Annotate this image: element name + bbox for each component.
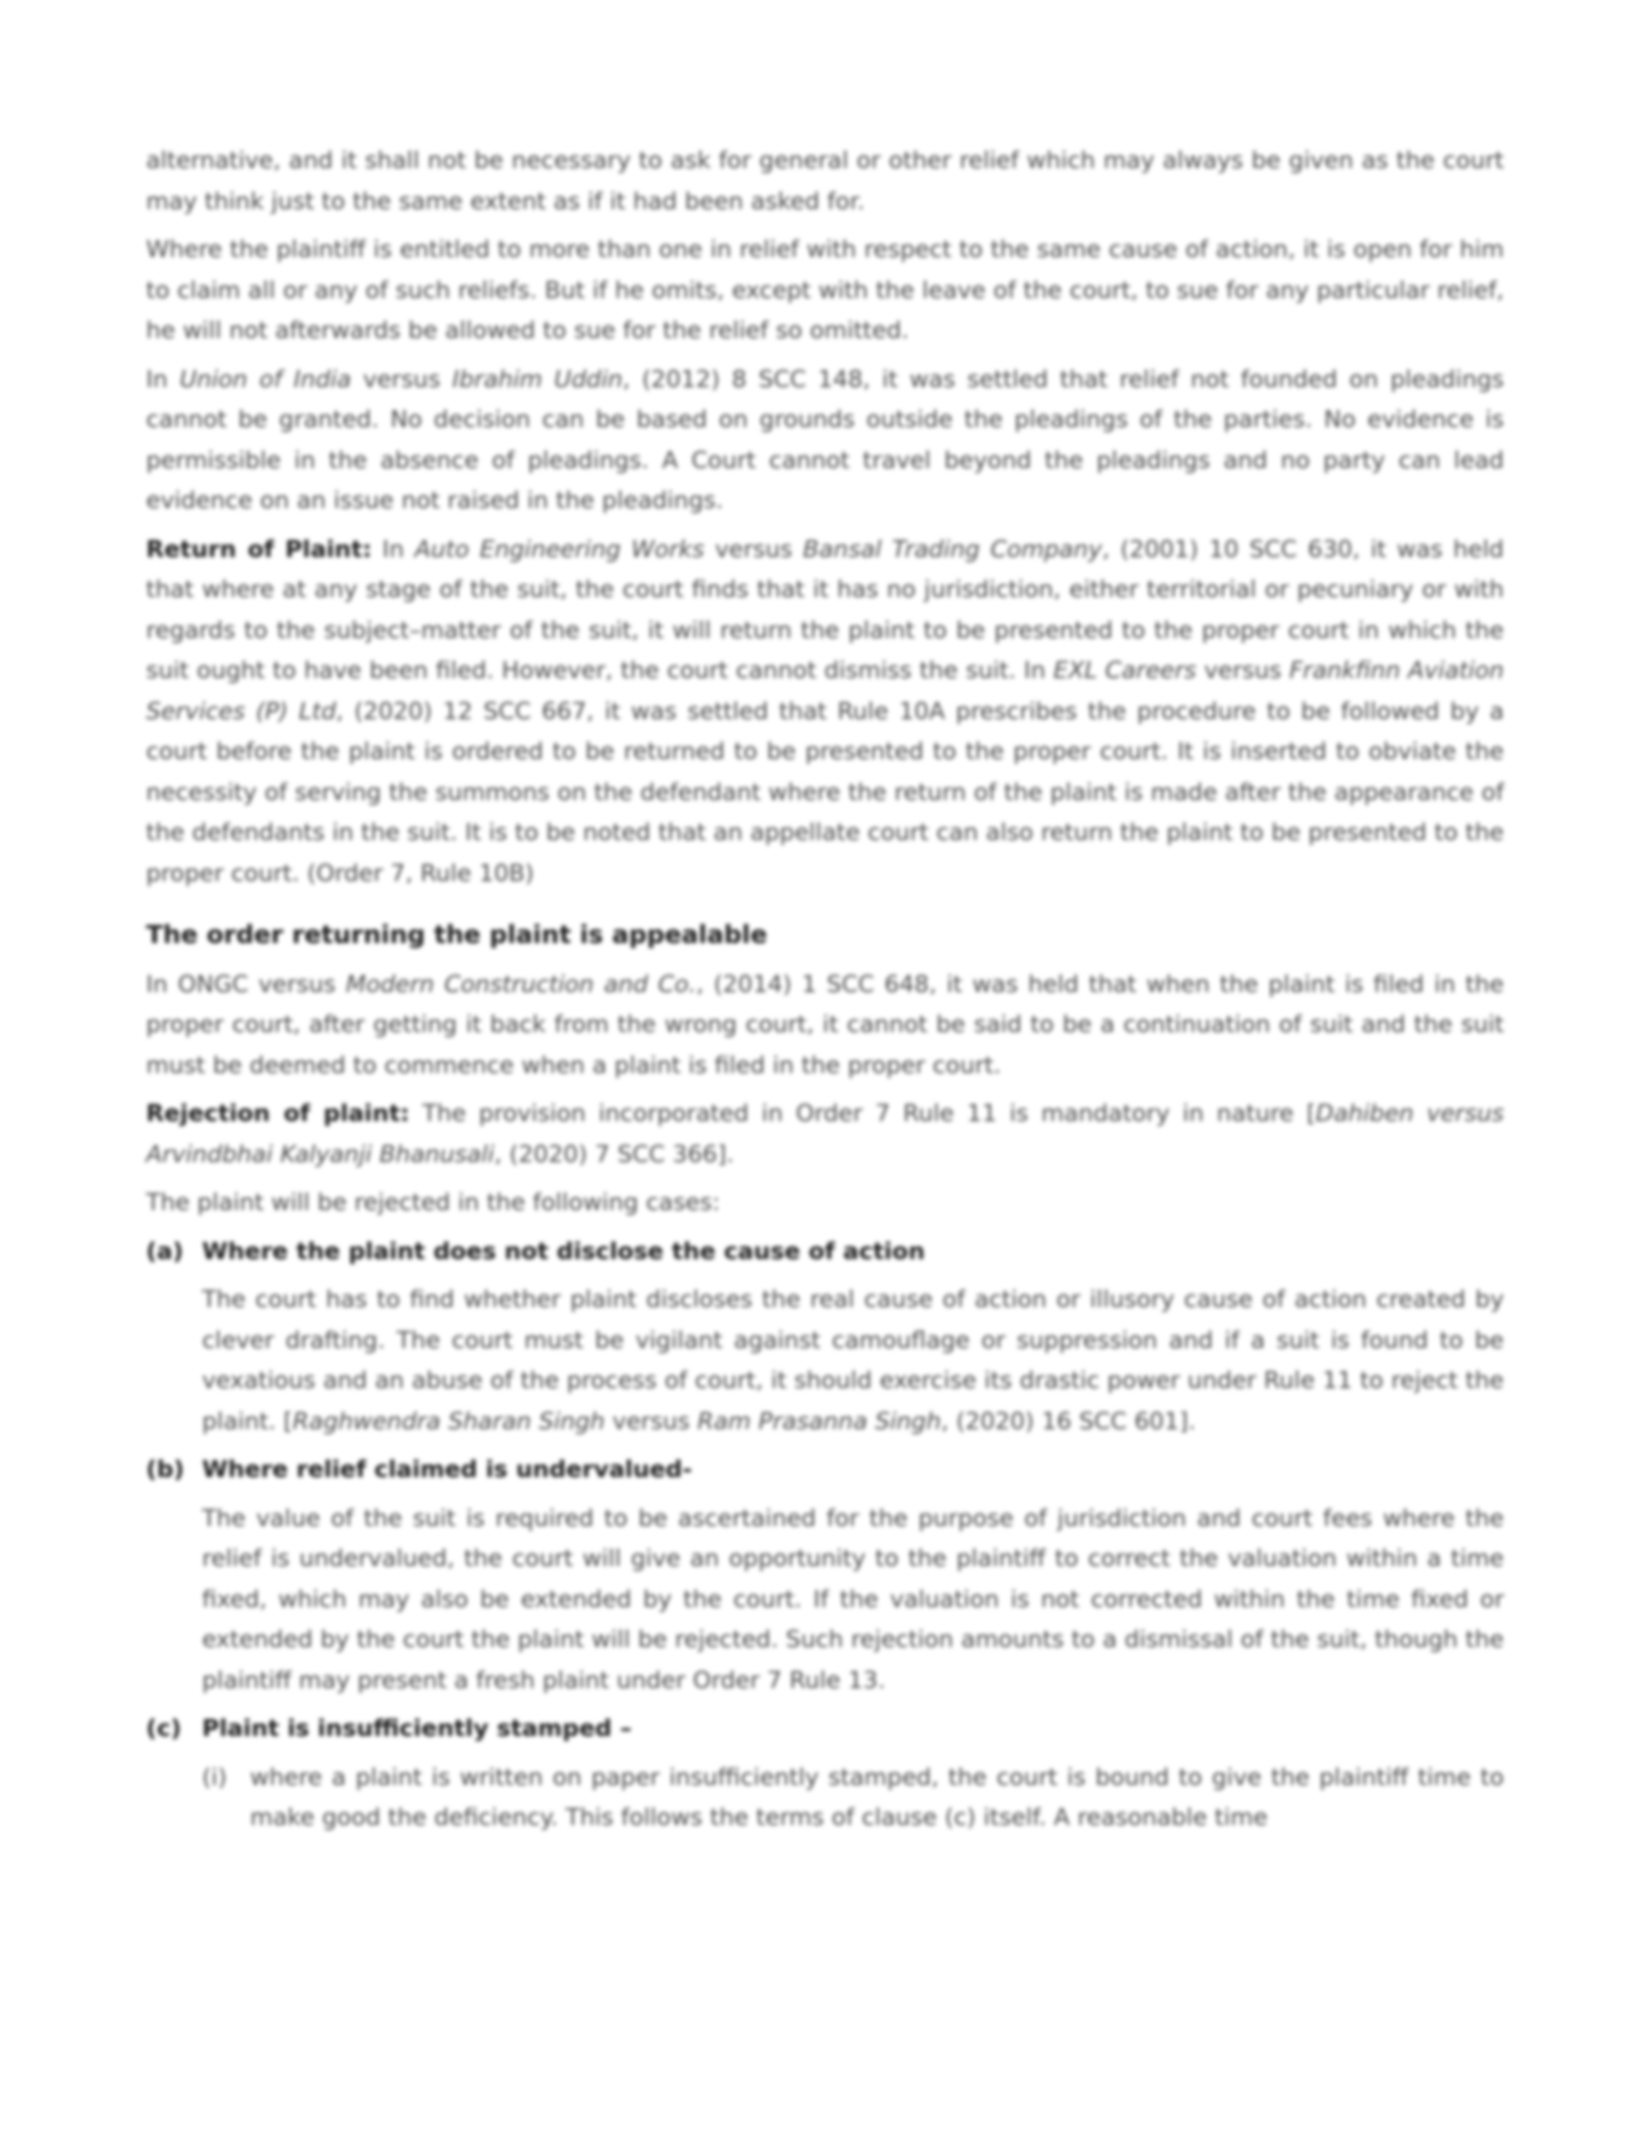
list-item-title: Where the plaint does not disclose the cause of action: [202, 1236, 925, 1265]
paragraph-union-of-india: In Union of India versus Ibrahim Uddin, (2012) 8 SCC 148, it was settled that relief not founded on pleadings cannot be granted. No decision can be based on grounds outside the pleadings of the parties. No evidence is permissible in the absence of pleadings. A Court cannot travel beyond the pleadings and no party can lead evidence on an issue not raised in the pleadings.: [146, 364, 1504, 514]
paragraph-return-of-plaint: Return of Plaint: In Auto Engineering Works versus Bansal Trading Company, (2001) 10 SCC 630, it was held that where at any stage of the suit, the court finds that it has no jurisdiction, either territorial or pecuniary or with regards to the subject–matter of the suit, it will return the plaint to be presented to the proper court in which the suit ought to have been filed. However, the court cannot dismiss the suit. In EXL Careers versus Frankfinn Aviation Services (P) Ltd, (2020) 12 SCC 667, it was settled that Rule 10A prescribes the procedure to be followed by a court before the plaint is ordered to be returned to be presented to the proper court. It is inserted to obviate the necessity of serving the summons on the defendant where the return of the plaint is made after the appearance of the defendants in the suit. It is to be noted that an appellate court can also return the plaint to be presented to the proper court. (Order 7, Rule 10B): [146, 534, 1504, 887]
case-name: Union of India: [179, 364, 352, 393]
paragraph-alternative-relief: alternative, and it shall not be necessary to ask for general or other relief which may always be given as the court may think just to the same extent as if it had been asked for.: [146, 146, 1504, 215]
list-item-title: Where relief claimed is undervalued-: [202, 1455, 693, 1483]
case-name: Frankfinn Aviation Services (P) Ltd: [146, 656, 1504, 725]
list-item-title: Plaint is insufficiently stamped –: [202, 1714, 632, 1742]
list-label: (c): [146, 1714, 182, 1742]
paragraph-ongc: In ONGC versus Modern Construction and Co., (2014) 1 SCC 648, it was held that when the plaint is filed in the proper court, after getting it back from the wrong court, it cannot be said to be a continuation of suit and the suit must be deemed to commence when a plaint is filed in the proper court.: [146, 969, 1504, 1079]
list-item-body-b: The value of the suit is required to be ascertained for the purpose of jurisdiction and court fees where the relief is undervalued, the court will give an opportunity to the plaintiff to correct the valuation within a time fixed, which may also be extended by the court. If the valuation is not corrected within the time fixed or extended by the court the plaint will be rejected. Such rejection amounts to a dismissal of the suit, though the plaintiff may present a fresh plaint under Order 7 Rule 13.: [202, 1503, 1504, 1694]
case-name: Modern Construction and Co.: [345, 969, 697, 998]
list-item-heading-b: [146, 1449, 1504, 1490]
list-label: (a): [146, 1236, 184, 1265]
list-item-heading-c: [146, 1708, 1504, 1749]
sub-list-item-body: where a plaint is written on paper insufficiently stamped, the court is bound to give the plaintiff time to make good the deficiency. This follows the terms of clause (c) itself. A reasonable time: [250, 1762, 1504, 1831]
run-in-heading: Rejection of plaint:: [146, 1099, 410, 1127]
section-heading: The order returning the plaint is appealable: [146, 920, 768, 949]
document-body: [146, 140, 1504, 1838]
paragraph-rejection-of-plaint: Rejection of plaint: The provision incorporated in Order 7 Rule 11 is mandatory in nature [Dahiben versus Arvindbhai Kalyanji Bhanusali, (2020) 7 SCC 366].: [146, 1099, 1504, 1168]
list-item-heading-a: [146, 1231, 1504, 1272]
case-name: Raghwendra Sharan Singh: [292, 1406, 605, 1435]
paragraph-multiple-reliefs: Where the plaintiff is entitled to more than one in relief with respect to the same cause of action, it is open for him to claim all or any of such reliefs. But if he omits, except with the leave of the court, to sue for any particular relief, he will not afterwards be allowed to sue for the relief so omitted.: [146, 235, 1504, 344]
case-name: Dahiben versus Arvindbhai Kalyanji Bhanusali: [146, 1099, 1504, 1168]
case-name: Ram Prasanna Singh: [697, 1406, 942, 1435]
list-item-body-a: The court has to find whether plaint discloses the real cause of action or illusory cause of action created by clever drafting. The court must be vigilant against camouflage or suppression and if a suit is found to be vexatious and an abuse of the process of court, it should exercise its drastic power under Rule 11 to reject the plaint. [Raghwendra Sharan Singh versus Ram Prasanna Singh, (2020) 16 SCC 601].: [202, 1285, 1504, 1435]
case-name: EXL Careers: [1053, 656, 1197, 684]
list-label: (b): [146, 1455, 185, 1483]
run-in-heading: Return of Plaint:: [146, 534, 372, 563]
case-name: Ibrahim Uddin: [452, 364, 623, 393]
sub-list-item-i: [146, 1757, 1504, 1838]
case-name: Bansal Trading Company: [802, 534, 1103, 563]
case-name: Auto Engineering Works: [414, 534, 705, 563]
paragraph-cases-intro: The plaint will be rejected in the following cases:: [146, 1188, 721, 1216]
sub-list-label: (i): [202, 1762, 227, 1791]
